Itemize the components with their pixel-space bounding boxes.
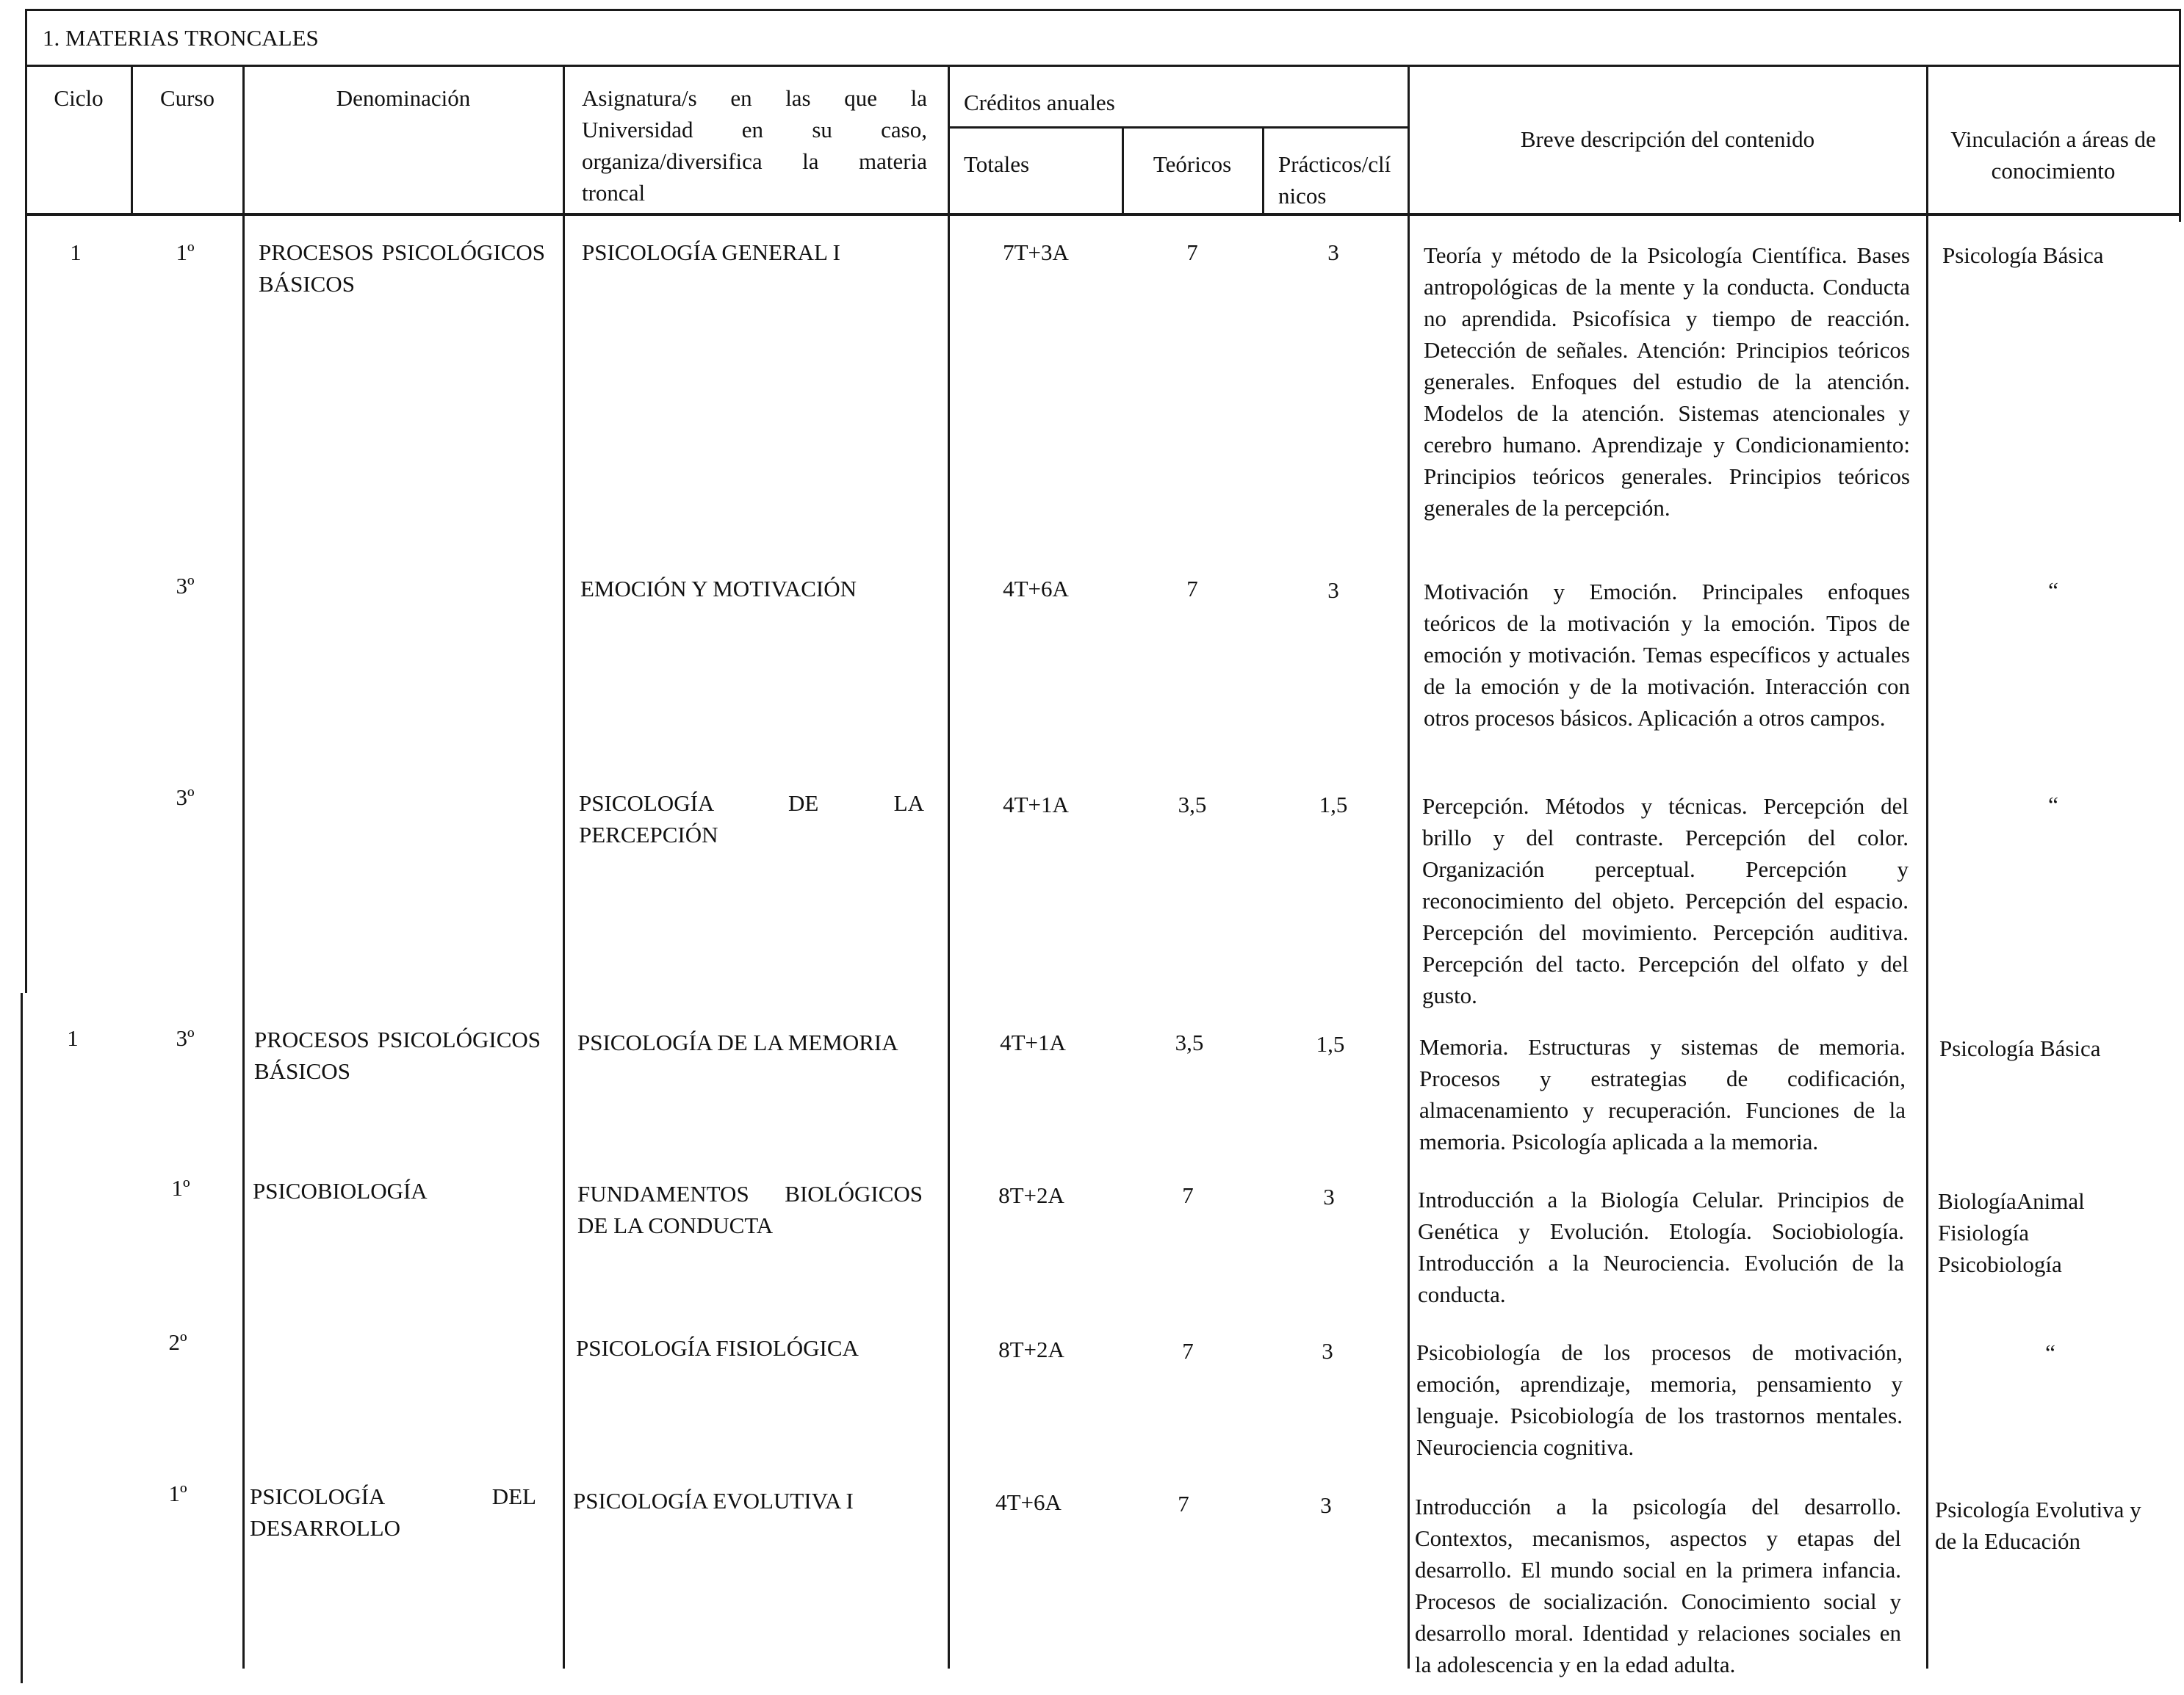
- cell-teoricos: 7: [1182, 1182, 1194, 1208]
- cell-totales: 7T+3A: [1003, 239, 1069, 265]
- cell-practicos: 1,5: [1319, 792, 1348, 817]
- cell-descripcion: Motivación y Emoción. Principales enfoques teóricos de la motivación y la emoción. Tipos de emoción y motivación. Temas específicos y actuales de la emoción y de la motivación. Interacción con otros procesos básicos. Aplicación a otros campos.: [1424, 579, 1910, 731]
- cell-ciclo: 1: [70, 239, 82, 265]
- cell-curso: 3º: [176, 573, 195, 599]
- col-rule-descripcion: [1408, 65, 1410, 1669]
- section-title: 1. MATERIAS TRONCALES: [43, 25, 319, 51]
- cell-curso: 1º: [171, 1175, 190, 1201]
- creditos-divider: [948, 126, 1408, 129]
- cell-practicos: 3: [1323, 1184, 1335, 1210]
- cell-asignatura: PSICOLOGÍA DE LA PERCEPCIÓN: [579, 790, 924, 848]
- cell-practicos: 3: [1322, 1338, 1333, 1364]
- cell-practicos: 1,5: [1316, 1031, 1345, 1057]
- cell-ciclo: 1: [67, 1025, 79, 1051]
- title-divider: [25, 65, 2180, 67]
- col-rule-creditos: [948, 65, 950, 1669]
- cell-practicos: 3: [1320, 1492, 1332, 1518]
- header-denominacion: Denominación: [336, 85, 471, 111]
- header-asignatura: Asignatura/s en las que la Universidad en su caso, organiza/diversifica la materia troncal: [582, 85, 927, 206]
- cell-vinculacion: Psicología Básica: [1942, 242, 2104, 268]
- cell-teoricos: 7: [1182, 1338, 1194, 1364]
- cell-denominacion: PROCESOS PSICOLÓGICOS BÁSICOS: [254, 1027, 541, 1084]
- cell-teoricos: 7: [1186, 576, 1198, 601]
- cell-vinculacion: “: [2048, 792, 2058, 817]
- cell-asignatura: PSICOLOGÍA EVOLUTIVA I: [573, 1488, 854, 1514]
- cell-vinculacion: “: [2048, 577, 2058, 603]
- col-rule-denominacion: [242, 65, 245, 1669]
- header-curso: Curso: [159, 85, 215, 111]
- col-rule-curso: [131, 65, 133, 216]
- cell-totales: 4T+6A: [1003, 576, 1069, 601]
- cell-curso: 3º: [176, 1025, 195, 1051]
- cell-vinculacion: Psicología Evolutiva y de la Educación: [1935, 1497, 2141, 1554]
- cell-totales: 4T+1A: [1003, 792, 1069, 817]
- cell-totales: 4T+6A: [995, 1489, 1062, 1515]
- header-vinculacion: Vinculación a áreas de conocimiento: [1950, 126, 2156, 184]
- cell-descripcion: Teoría y método de la Psicología Científica. Bases antropológicas de la mente y la conducta. Conducta no aprendida. Psicofísica y tiempo de reacción. Detección de señales. Atención: Principios teóricos generales. Enfoques del estudio de la atención. Modelos de la atención. Sistemas atencionales y cerebro humano. Aprendizaje y Condicionamiento: Principios teóricos generales. Principios teóricos generales de la percepción.: [1424, 242, 1910, 521]
- cell-curso: 1º: [176, 239, 195, 265]
- cell-descripcion: Psicobiología de los procesos de motivación, emoción, aprendizaje, memoria, pensamiento y lenguaje. Psicobiología de los trastornos mentales. Neurociencia cognitiva.: [1416, 1340, 1903, 1460]
- header-teoricos: Teóricos: [1153, 151, 1232, 177]
- cell-denominacion: PROCESOS PSICOLÓGICOS BÁSICOS: [259, 239, 545, 297]
- header-ciclo: Ciclo: [54, 85, 104, 111]
- header-creditos: Créditos anuales: [964, 90, 1115, 115]
- cell-curso: 2º: [168, 1329, 187, 1355]
- cell-asignatura: PSICOLOGÍA FISIOLÓGICA: [576, 1335, 859, 1361]
- cell-vinculacion: BiologíaAnimal Fisiología Psicobiología: [1938, 1188, 2085, 1277]
- cell-teoricos: 7: [1178, 1491, 1189, 1517]
- cell-asignatura: EMOCIÓN Y MOTIVACIÓN: [580, 576, 857, 601]
- cell-practicos: 3: [1327, 239, 1339, 265]
- cell-descripcion: Memoria. Estructuras y sistemas de memoria. Procesos y estrategias de codificación, almacenamiento y recuperación. Funciones de la memoria. Psicología aplicada a la memoria.: [1419, 1034, 1906, 1154]
- cell-denominacion: PSICOLOGÍA DEL DESARROLLO: [250, 1483, 536, 1541]
- table-border-top: [25, 9, 2180, 11]
- cell-curso: 1º: [168, 1481, 187, 1506]
- cell-teoricos: 3,5: [1178, 792, 1207, 817]
- cell-denominacion: PSICOBIOLOGÍA: [253, 1178, 428, 1204]
- cell-descripcion: Percepción. Métodos y técnicas. Percepción del brillo y del contraste. Percepción del color. Organización perceptual. Percepción y reconocimiento del objeto. Percepción del espacio. Percepción del movimiento. Percepción auditiva. Percepción del tacto. Percepción del olfato y del gusto.: [1422, 793, 1909, 1008]
- header-totales: Totales: [964, 151, 1030, 177]
- cell-practicos: 3: [1327, 577, 1339, 603]
- table-border-right: [2179, 9, 2181, 222]
- cell-totales: 8T+2A: [998, 1182, 1064, 1208]
- table-border-left-lower: [21, 993, 23, 1683]
- cell-teoricos: 3,5: [1175, 1030, 1204, 1055]
- col-rule-asignatura: [563, 65, 565, 1669]
- cell-vinculacion: “: [2045, 1340, 2055, 1365]
- header-practicos: Prácticos/clínicos: [1278, 151, 1391, 209]
- col-rule-practicos: [1262, 126, 1264, 216]
- cell-asignatura: PSICOLOGÍA DE LA MEMORIA: [577, 1030, 898, 1055]
- cell-teoricos: 7: [1186, 239, 1198, 265]
- cell-asignatura: PSICOLOGÍA GENERAL I: [582, 239, 840, 265]
- cell-curso: 3º: [176, 784, 195, 810]
- cell-asignatura: FUNDAMENTOS BIOLÓGICOS DE LA CONDUCTA: [577, 1181, 923, 1238]
- header-descripcion: Breve descripción del contenido: [1520, 126, 1815, 152]
- header-divider: [25, 213, 2180, 216]
- col-rule-vinculacion: [1926, 65, 1928, 1669]
- cell-descripcion: Introducción a la Biología Celular. Principios de Genética y Evolución. Etología. Sociobiología. Introducción a la Neurociencia. Evolución de la conducta.: [1418, 1187, 1904, 1307]
- table-border-left: [25, 9, 27, 993]
- cell-descripcion: Introducción a la psicología del desarrollo. Contextos, mecanismos, aspectos y etapas del desarrollo. El mundo social en la primera infancia. Procesos de socialización. Conocimiento social y desarrollo moral. Identidad y relaciones sociales en la adolescencia y en la edad adulta.: [1415, 1494, 1901, 1677]
- cell-vinculacion: Psicología Básica: [1939, 1036, 2101, 1061]
- cell-totales: 8T+2A: [998, 1337, 1064, 1362]
- cell-totales: 4T+1A: [1000, 1030, 1066, 1055]
